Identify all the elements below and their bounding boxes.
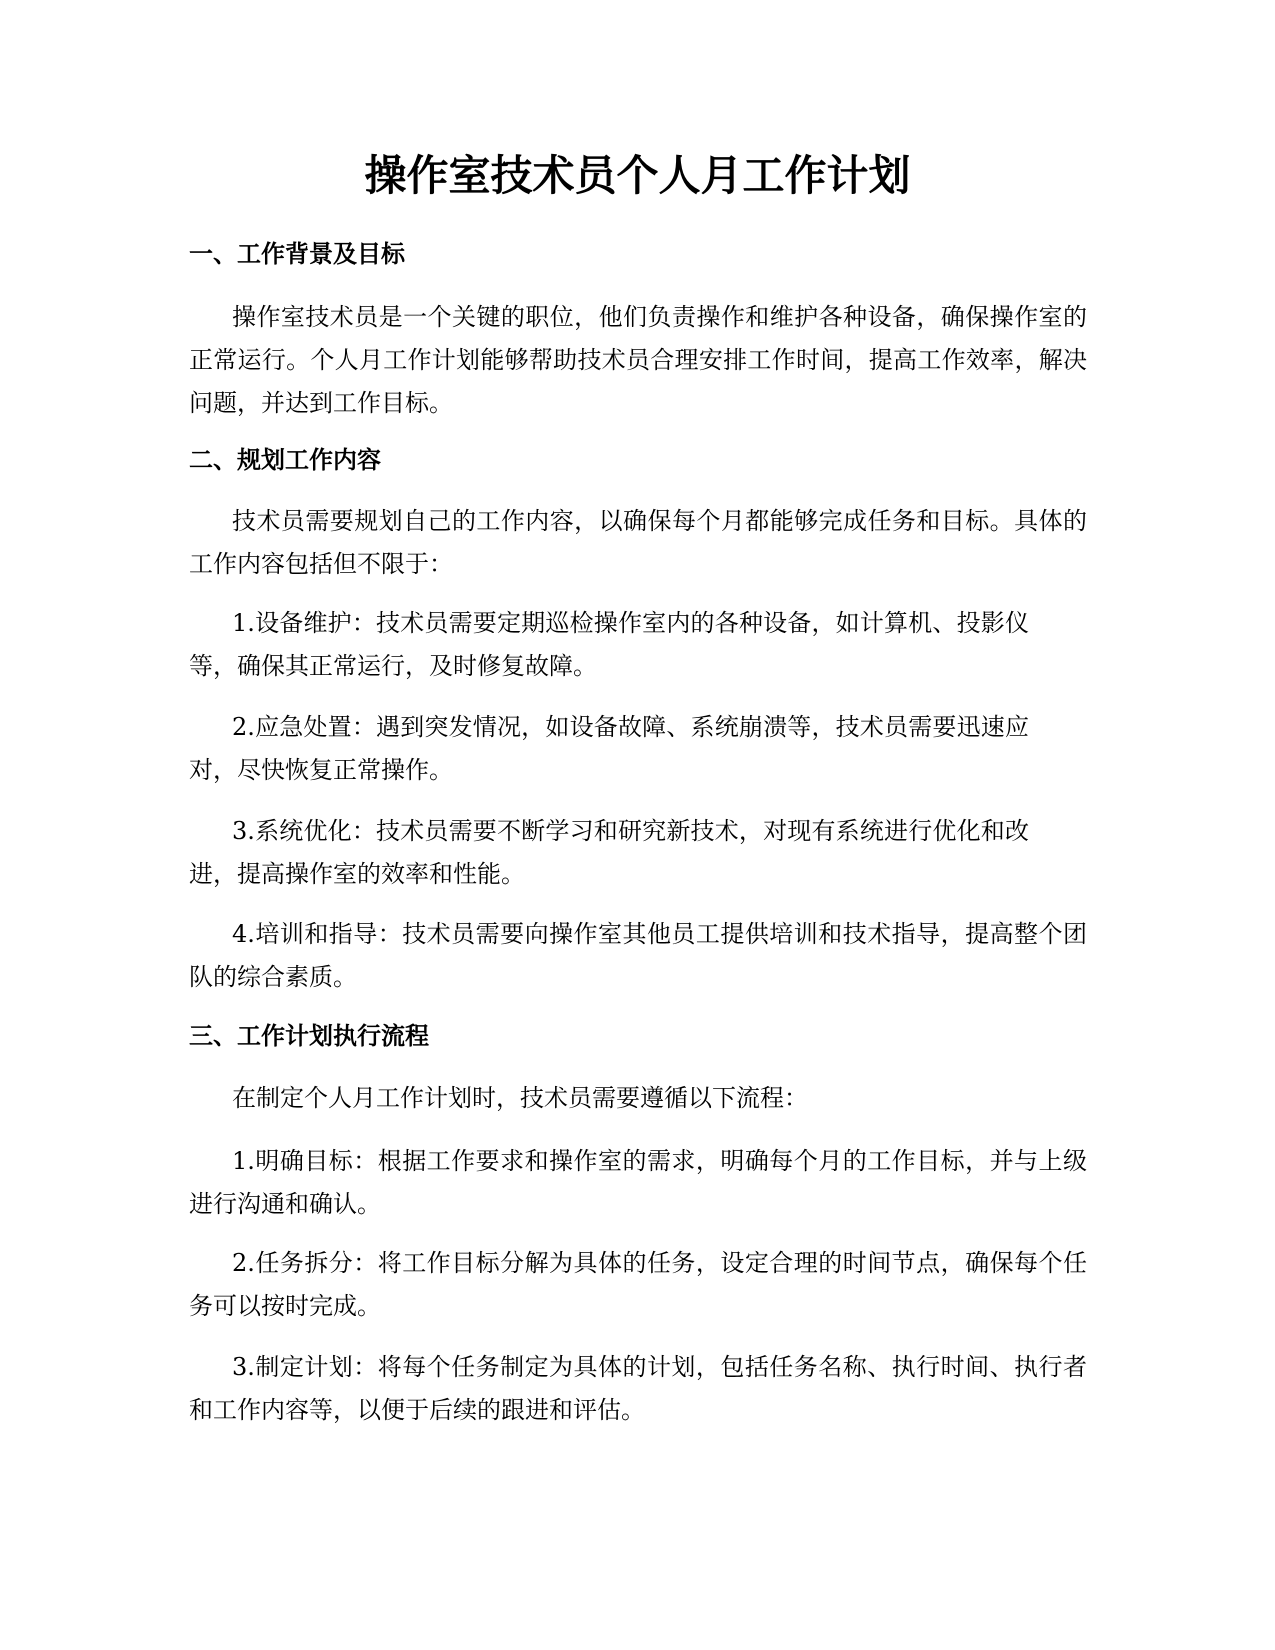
list-item-emergency-response: 2.应急处置：遇到突发情况，如设备故障、系统崩溃等，技术员需要迅速应对，尽快恢复正常操作。 — [189, 713, 1029, 784]
section-heading-background: 一、工作背景及目标 — [189, 240, 405, 268]
list-item-system-optimization: 3.系统优化：技术员需要不断学习和研究新技术，对现有系统进行优化和改进，提高操作室的效率和性能。 — [189, 817, 1029, 888]
document-title: 操作室技术员个人月工作计划 — [364, 151, 911, 200]
list-item-task-breakdown: 2.任务拆分：将工作目标分解为具体的任务，设定合理的时间节点，确保每个任务可以按时完成。 — [189, 1249, 1087, 1320]
list-item-define-goals: 1.明确目标：根据工作要求和操作室的需求，明确每个月的工作目标，并与上级进行沟通和确认。 — [189, 1147, 1087, 1218]
paragraph-process-intro: 在制定个人月工作计划时，技术员需要遵循以下流程： — [232, 1084, 808, 1112]
list-item-training-guidance: 4.培训和指导：技术员需要向操作室其他员工提供培训和技术指导，提高整个团队的综合素质。 — [189, 920, 1087, 991]
section-heading-content: 二、规划工作内容 — [189, 446, 381, 474]
paragraph-content-intro: 技术员需要规划自己的工作内容，以确保每个月都能够完成任务和目标。具体的工作内容包括但不限于： — [189, 507, 1087, 578]
section-heading-process: 三、工作计划执行流程 — [189, 1022, 429, 1050]
list-item-equipment-maintenance: 1.设备维护：技术员需要定期巡检操作室内的各种设备，如计算机、投影仪等，确保其正常运行，及时修复故障。 — [189, 609, 1029, 680]
list-item-make-plan: 3.制定计划：将每个任务制定为具体的计划，包括任务名称、执行时间、执行者和工作内容等，以便于后续的跟进和评估。 — [189, 1353, 1087, 1424]
paragraph-background: 操作室技术员是一个关键的职位，他们负责操作和维护各种设备，确保操作室的正常运行。个人月工作计划能够帮助技术员合理安排工作时间，提高工作效率，解决问题，并达到工作目标。 — [189, 303, 1087, 417]
